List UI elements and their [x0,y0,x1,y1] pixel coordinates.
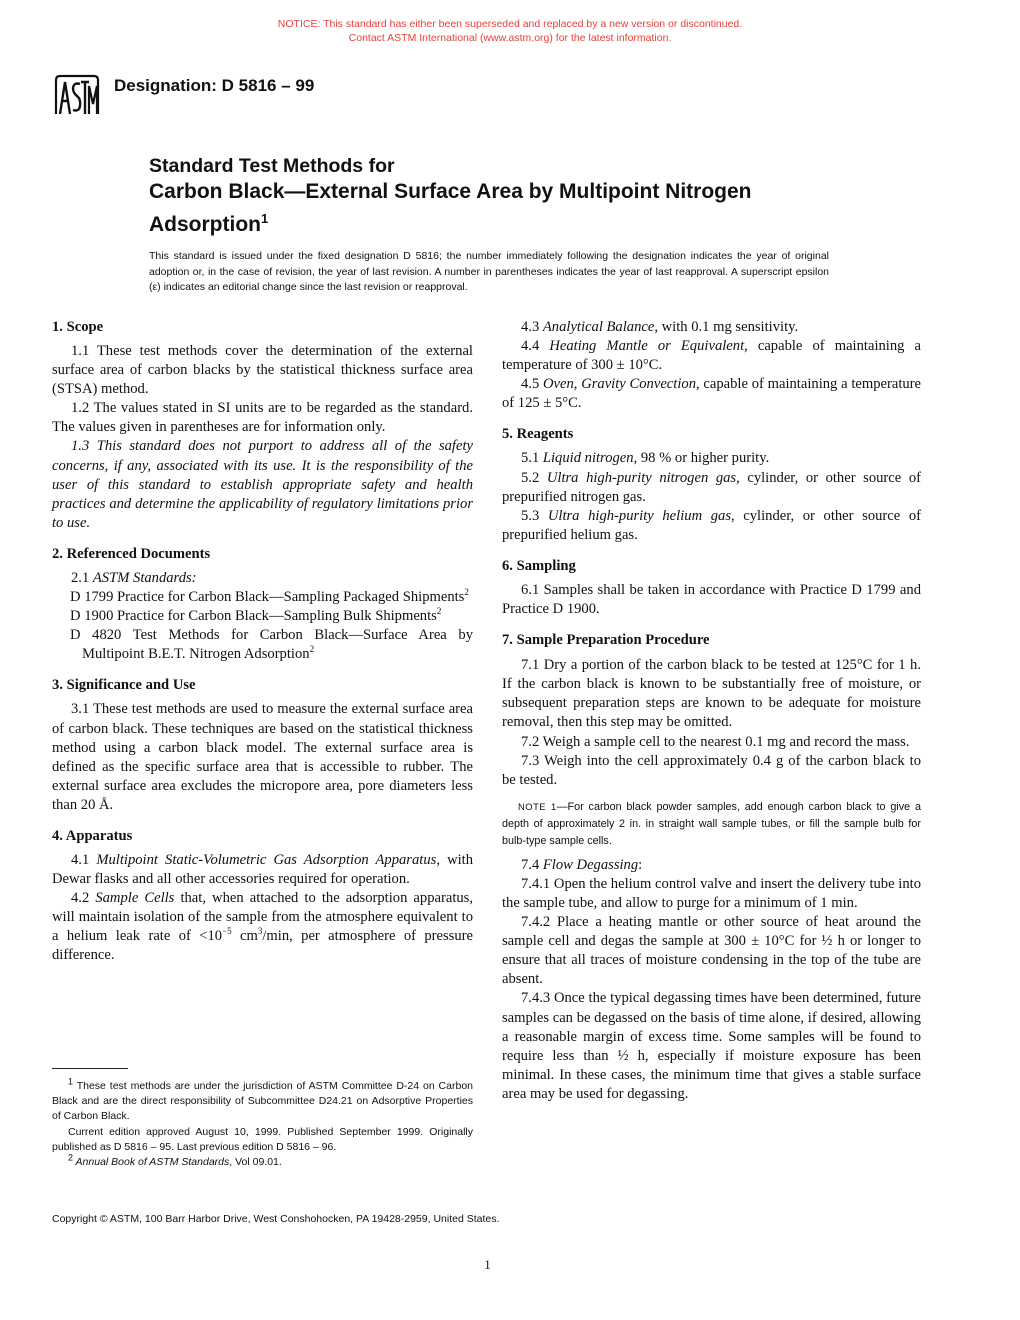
refdocs-2-1-num: 2.1 [71,569,93,586]
significance-3-1: 3.1 These test methods are used to measure the external surface area of carbon black. These techniques are based on the statistical thickness method using a carbon black model. The external surface area is defined as the specific surface area that is accessible to rubber. The external surface area excludes the micropore area, pore diameters less than 20 Å. [52,701,473,813]
title-footnote-ref: 1 [260,211,269,226]
apparatus-4-5-num: 4.5 [521,376,543,393]
refdoc-d1799-sup: 2 [464,587,469,598]
apparatus-4-4-italic: Heating Mantle or Equivalent [549,338,745,355]
refdocs-2-1 [52,569,473,588]
apparatus-4-2-exp: −5 [222,926,232,937]
note-1 [502,798,921,850]
refdoc-d1799-text: D 1799 Practice for Carbon Black—Sampling Packaged Shipments [70,589,465,606]
footnote-2 [52,1152,473,1170]
scope-1-1: 1.1 These test methods cover the determination of the external surface area of carbon blacks by the statistical thickness surface area (STSA) method. [52,343,473,398]
section-sampling-heading: 6. Sampling [502,557,576,574]
reagents-5-1-num: 5.1 [521,450,543,467]
section-refdocs-heading: 2. Referenced Documents [52,545,211,562]
reagents-5-2-italic: Ultra high-purity nitrogen gas [546,469,737,486]
apparatus-4-5-rest: , capable of maintaining a temperature of 125 ± 5°C. [502,376,922,412]
section-prep-heading: 7. Sample Preparation Procedure [502,632,710,649]
apparatus-4-3-rest: , with 0.1 mg sensitivity. [654,319,799,335]
reagents-5-3-num: 5.3 [521,507,548,524]
note-1-text: —For carbon black powder samples, add enough carbon black to give a depth of approximately 2 in. in straight wall sample tubes, or fill the sample bulb for bulb-type sample cells. [502,800,921,847]
prep-7-4-num: 7.4 [521,856,543,873]
apparatus-4-3-num: 4.3 [521,319,543,335]
apparatus-4-2-rest2: cm [231,928,258,945]
note-1-label: NOTE 1 [518,800,557,812]
right-column [502,318,921,1104]
scope-1-2: 1.2 The values stated in SI units are to be regarded as the standard. The values given in parentheses are for information only. [52,400,473,436]
refdoc-d1900-sup: 2 [436,606,442,617]
prep-7-4-italic: Flow Degassing [542,856,639,873]
refdocs-2-1-italic: ASTM Standards: [92,569,197,586]
prep-7-4-3: 7.4.3 Once the typical degassing times have been determined, future samples can be degassed on the basis of time alone, if desired, allowing a reasonable margin of excess time. Some samples will be found to require less than ½ h, especially if moisture exposure has been minimal. In these cases, the minimum time that gives a stable surface area may be used for degassing. [502,990,921,1102]
apparatus-4-3 [502,318,921,337]
title-line-2: Carbon Black—External Surface Area by Multipoint Nitrogen [149,180,752,203]
apparatus-4-5 [502,375,921,413]
prep-7-2: 7.2 Weigh a sample cell to the nearest 0.1 mg and record the mass. [521,733,910,750]
reagents-5-2-rest: , cylinder, or other source of prepurified nitrogen gas. [502,469,922,505]
notice-line-2: Contact ASTM International (www.astm.org) for the latest information. [348,32,672,44]
title-line-3-text: Adsorption [149,213,261,236]
astm-logo-icon [52,74,102,118]
refdoc-d1900 [52,607,473,626]
apparatus-4-4 [502,337,921,375]
copyright: Copyright © ASTM, 100 Barr Harbor Drive, West Conshohocken, PA 19428-2959, United States. [52,1213,500,1225]
footnote-1-marker: 1 [68,1076,74,1087]
document-title [149,154,889,238]
apparatus-4-1 [52,851,473,889]
section-reagents-heading: 5. Reagents [502,426,574,443]
apparatus-4-3-italic: Analytical Balance [542,319,655,335]
apparatus-4-1-italic: Multipoint Static-Volumetric Gas Adsorption Apparatus [96,851,437,868]
prep-7-3: 7.3 Weigh into the cell approximately 0.4 g of the carbon black to be tested. [502,752,921,788]
section-significance-heading: 3. Significance and Use [52,677,196,694]
issued-statement: This standard is issued under the fixed designation D 5816; the number immediately following the designation indicates the year of original adoption or, in the case of revision, the year of last revision. A number in parentheses indicates the year of last reapproval. A superscript epsilon (ε) indicates an editorial change since the last revision or reapproval. [149,250,829,293]
apparatus-4-2-rest1: that, when attached to the adsorption apparatus, will maintain isolation of the sample from the atmosphere equivalent to a helium leak rate of <10 [52,890,474,945]
notice-line-1: NOTICE: This standard has either been superseded and replaced by a new version or discontinued. [277,18,743,30]
reagents-5-1-italic: Liquid nitrogen [542,450,634,467]
title-line-1: Standard Test Methods for [149,155,395,177]
apparatus-4-2 [52,889,473,965]
reagents-5-1 [502,449,921,468]
apparatus-4-2-rest3: /min, per atmosphere of pressure difference. [52,928,473,964]
reagents-5-3-italic: Ultra high-purity helium gas [547,507,731,524]
designation: Designation: D 5816 – 99 [114,76,315,95]
prep-7-4 [502,856,921,875]
apparatus-4-1-num: 4.1 [71,851,97,868]
scope-1-3 [52,437,473,532]
reagents-5-1-rest: , 98 % or higher purity. [633,450,770,467]
title-line-3 [149,205,889,238]
apparatus-4-4-num: 4.4 [521,338,550,355]
prep-7-1: 7.1 Dry a portion of the carbon black to be tested at 125°C for 1 h. If the carbon black is known to be substantially free of moisture, or subsequent preparation steps are known to be adequate for moisture removal, then this step may be omitted. [502,657,921,731]
scope-1-3-text: 1.3 This standard does not purport to address all of the safety concerns, if any, associated with its use. It is the responsibility of the user of this standard to establish appropriate safety and health practices and determine the applicability of regulatory limitations prior to use. [52,438,473,531]
reagents-5-3 [502,507,921,545]
footnote-1-text: These test methods are under the jurisdiction of ASTM Committee D-24 on Carbon Black and are the direct responsibility of Subcommittee D24.21 on Adsorptive Properties of Carbon Black. [52,1080,473,1123]
notice-banner [0,17,1020,45]
refdoc-d4820-text: D 4820 Test Methods for Carbon Black—Surface Area by Multipoint B.E.T. Nitrogen Adsorption [70,627,473,663]
left-column [52,318,473,966]
prep-7-4-rest: : [638,856,643,873]
reagents-5-2 [502,469,921,507]
reagents-5-2-num: 5.2 [521,469,547,486]
apparatus-4-4-rest: , capable of maintaining a temperature of 300 ± 10°C. [502,338,921,374]
footnote-2-italic: Annual Book of ASTM Standards [73,1156,230,1169]
reagents-5-3-rest: , cylinder, or other source of prepurified helium gas. [502,507,921,543]
sampling-6-1: 6.1 Samples shall be taken in accordance with Practice D 1799 and Practice D 1900. [502,581,921,618]
apparatus-4-2-italic: Sample Cells [95,890,175,907]
refdoc-d4820-sup: 2 [309,644,315,655]
refdoc-d1900-text: D 1900 Practice for Carbon Black—Sampling Bulk Shipments [70,608,437,625]
apparatus-4-1-rest: , with Dewar flasks and all other accessories required for operation. [52,851,474,888]
prep-7-4-1: 7.4.1 Open the helium control valve and insert the delivery tube into the sample tube, and allow to purge for a minimum of 1 min. [502,875,921,911]
footnote-2-rest: , Vol 09.01. [229,1156,282,1169]
footnote-1b: Current edition approved August 10, 1999. Published September 1999. Originally published as D 5816 – 95. Last previous edition D 5816 – 96. [52,1125,473,1153]
apparatus-4-2-cubed: 3 [257,926,263,937]
apparatus-4-2-num: 4.2 [71,890,96,907]
prep-7-4-2: 7.4.2 Place a heating mantle or other source of heat around the sample cell and degas the sample at 300 ± 10°C for ½ h or longer to ensure that all traces of moisture condensing in the top of the tube are absent. [502,914,921,988]
section-scope-heading: 1. Scope [52,319,104,335]
footnotes [52,1076,473,1170]
refdoc-d1799 [52,588,473,607]
footnote-divider [52,1068,128,1069]
section-apparatus-heading: 4. Apparatus [52,827,133,844]
refdoc-d4820 [52,626,473,664]
footnote-2-marker: 2 [68,1152,74,1163]
apparatus-4-5-italic: Oven, Gravity Convection [543,376,696,393]
footnote-1 [52,1076,473,1125]
page-number: 1 [484,1257,491,1272]
